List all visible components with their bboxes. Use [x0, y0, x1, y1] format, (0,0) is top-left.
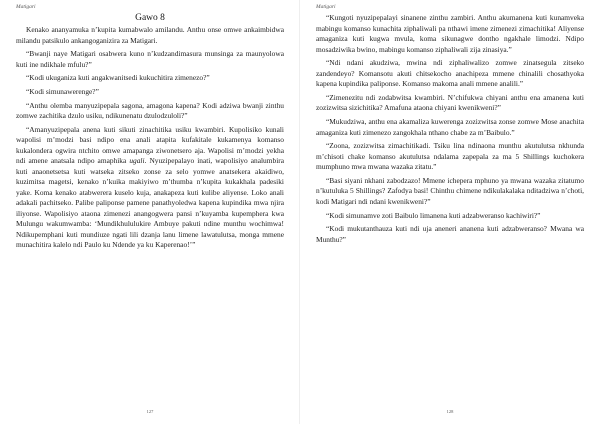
- paragraph: “Anthu olemba manyuzipepala sagona, amagona kapena? Kodi adziwa bwanji zinthu zomwe zachitika dzulo usiku, ndikunenatu dzulodzuloli?”: [16, 100, 284, 121]
- right-page: [300, 0, 600, 424]
- paragraph: “Zimenezitu ndi zodabwitsa kwambiri. N’chifukwa chiyani anthu ena amanena kuti zozizwitsa sizichitika? Amafuna ataona chiyani kwenikweni?”: [316, 92, 584, 113]
- paragraph: “Kungoti nyuzipepalayi sinanene zinthu zambiri. Anthu akumanena kuti kunamveka mabingu komanso kunachita ziphaliwali pa nthawi imene zimenezi zimachitika! Aliyense amaganiza kuti kugwa mvula, koma sikunagwe dontho ngakhale limodzi. Ndipo mosadziwika bwino, mabingu komanso ziphaliwali zija zinasiya.”: [316, 13, 584, 54]
- paragraph: “Kodi ukuganiza kuti angakwanitsedi kukuchitira zimenezo?”: [26, 73, 210, 83]
- running-head-left: Matigari: [16, 4, 36, 10]
- running-head-right: Matigari: [316, 4, 336, 10]
- paragraph: “Bwanji naye Matigari osabwera kuno n’kudzandimasura munsinga za maunyolowa kuti ine ndikhale mfulu?”: [16, 49, 284, 69]
- paragraph: “Amanyuzipepala anena kuti sikuti zinachitika usiku kwambiri. Kupolisiko kunali wapolisi m’modzi basi ndipo ena anali atapita kufakitale kukamenya komanso kukalondera ogwira ntchito omwe amapanga ziwonetsero aja. Wapolisi m’modzi yekha ndi amene anatsala ndipo amaphika ugali. Nyuzipepalayo inati, wapolisiyo analumbira kuti anaonetsetsa kuti watseka zitseko zonse za selo yomwe anatsekera akaidiwo, kuzimitsa magetsi, kenako n’kuika makiyiwo m’thumba n’kupita kukakhala padesiki yake. Koma kenako atabwerera kuselo kuja, anakapeza kuti kulibe aliyense. Loko anali adakali pachitseko. Palibe paliponse pamene panathyoledwa kapena kupindika mwa njira iliyonse. Wapolisiyo ataona zimenezi anangogwera pansi n’kuyamba kupemphera kwa Mulungu wakumwamba: ‘Mundikhululukire Ambuye pakuti ndine munthu wochimwa! Ndikupemphani kuti mundiuze ngati lili dzanja lanu limene lawatulutsa, monga mmene munachitira kalelo ndi Paulo ku Ndende ya ku Kaperenao!’”: [16, 124, 284, 250]
- paragraph: “Basi siyani nkhani zabodzazo! Mmene ichepera mphuno ya mwana wazaka zitatumo n’kutuluka 5 Shillings? Zafodya basi! Chinthu chimene ndikulakalaka nditadziwa n’choti, kodi Matigari ndi ndani kwenikweni?”: [316, 175, 584, 206]
- paragraph: “Mukudziwa, anthu ena akamaliza kuwerenga zozizwitsa zonse zomwe Mose anachita amaganiza kuti zimenezo zangokhala nthano chabe za m’Baibulo.”: [316, 117, 584, 137]
- paragraph: “Kodi simunamve zoti Baibulo limanena kuti adzabweranso kachiwiri?”: [326, 210, 541, 220]
- paragraph: “Kodi simunawerenge?”: [26, 87, 99, 97]
- paragraph: “Zoona, zozizwitsa zimachitikadi. Tsiku lina ndinaona munthu akutulutsa nkhunda m’chisoti chake komanso akutulutsa ndalama zapepala za ma 5 Shillings kuchokera mumphuno mwa mwana wazaka zitatu.”: [316, 141, 584, 172]
- page-number-right: 128: [446, 409, 454, 414]
- paragraph: “Ndi ndani akudziwa, mwina ndi ziphaliwalizo zomwe zinatsegula zitseko zandendeyo? Komansotu akuti chitsekocho anachipeza mmene chinalili chosathyoka kapena kupindika paliponse. Komanso makoma anali mmene analili.”: [316, 58, 584, 89]
- paragraph: “Kodi mukutanthauza kuti ndi uja aneneri ananena kuti adzabweranso? Mwana wa Munthu?”: [316, 224, 584, 244]
- page-number-left: 127: [146, 409, 154, 414]
- chapter-title: Gawo 8: [135, 13, 165, 23]
- paragraph: Kenako ananyamuka n’kupita kumabwalo amilandu. Anthu onse omwe ankaimbidwa milandu patsikulo ankangoganizira za Matigari.: [16, 25, 284, 45]
